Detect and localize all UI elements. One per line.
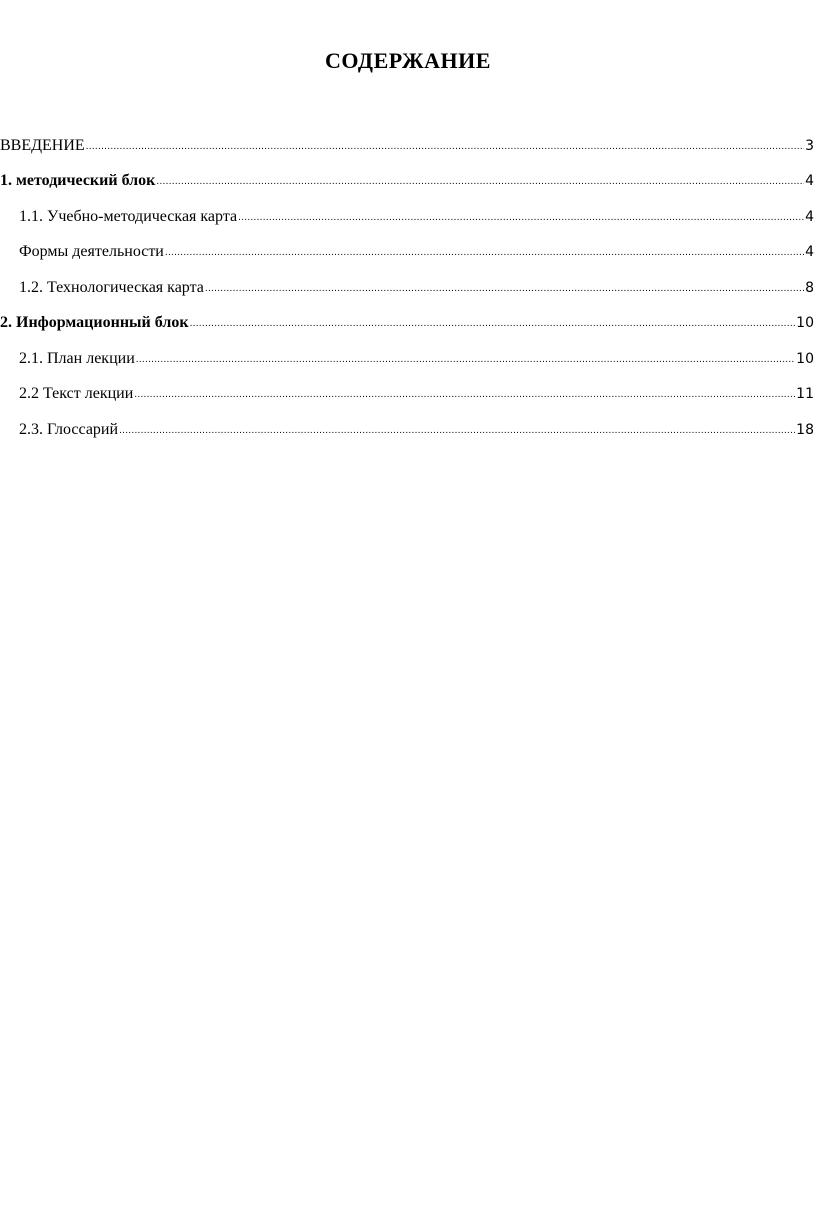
dot-leader <box>136 352 795 368</box>
toc-entry-label: 1.1. Учебно-методическая карта <box>19 207 238 225</box>
toc-entry-introduction[interactable] <box>0 128 816 164</box>
toc-entry-page-number: 10 <box>796 350 814 367</box>
dot-leader <box>238 210 804 226</box>
dot-leader <box>86 139 804 155</box>
toc-entry-page-number: 4 <box>805 244 814 261</box>
toc-entry-label: 2.3. Глоссарий <box>19 420 119 438</box>
toc-entry-glossary[interactable] <box>0 412 816 448</box>
dot-leader <box>165 245 804 261</box>
toc-entry-page-number: 4 <box>805 208 814 225</box>
toc-entry-activity-forms[interactable] <box>0 235 816 271</box>
toc-entry-information-block[interactable] <box>0 306 816 342</box>
toc-entry-page-number: 11 <box>796 386 814 403</box>
toc-entry-study-map[interactable] <box>0 199 816 235</box>
toc-entry-page-number: 10 <box>796 315 814 332</box>
dot-leader <box>190 316 796 332</box>
dot-leader <box>134 387 795 403</box>
page-title: СОДЕРЖАНИЕ <box>325 48 491 73</box>
toc-entry-page-number: 3 <box>805 137 814 154</box>
dot-leader <box>205 281 804 297</box>
toc-entry-label: ВВЕДЕНИЕ <box>0 136 85 154</box>
dot-leader <box>156 174 804 190</box>
toc-entry-lecture-text[interactable] <box>0 377 816 413</box>
toc-entry-label: 2. Информационный блок <box>0 314 189 332</box>
toc-entry-page-number: 4 <box>805 173 814 190</box>
toc-entry-label: Формы деятельности <box>19 243 164 261</box>
toc-entry-lecture-plan[interactable] <box>0 341 816 377</box>
toc-entry-label: 1.2. Технологическая карта <box>19 278 204 296</box>
toc-entry-label: 2.1. План лекции <box>19 349 135 367</box>
toc-entry-label: 1. методический блок <box>0 172 156 190</box>
toc-entry-technology-map[interactable] <box>0 270 816 306</box>
toc-entry-page-number: 8 <box>805 279 814 296</box>
table-of-contents <box>0 128 816 448</box>
toc-entry-label: 2.2 Текст лекции <box>19 385 134 403</box>
toc-entry-page-number: 18 <box>796 421 814 438</box>
toc-entry-methodical-block[interactable] <box>0 164 816 200</box>
dot-leader <box>119 423 795 439</box>
